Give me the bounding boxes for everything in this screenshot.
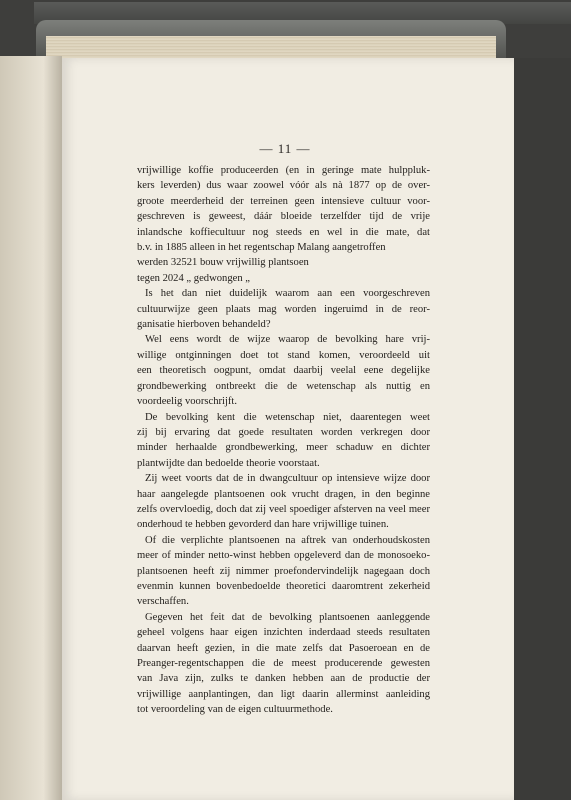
- left-page-edge: [0, 56, 62, 800]
- text-line: vrijwillige koffie produceerden (en in geringe mate hulppluk-: [137, 165, 430, 176]
- text-line: vrijwillige aanplantingen, dan ligt daarin allerminst aanleiding: [137, 688, 430, 700]
- text-line: Of die verplichte plantsoenen na aftrek van onderhoudskosten: [145, 534, 430, 546]
- text-line: tegen 2024 „ gedwongen „: [137, 272, 250, 284]
- text-line: geschreven is geweest, dáár bloeide terzelfder tijd de vrije: [137, 211, 430, 223]
- text-line: inlandsche koffiecultuur nog steeds en wel in die mate, dat: [137, 226, 430, 238]
- page-body-text: [137, 163, 430, 718]
- text-line: cultuurwijze geen plaats mag worden ingeruimd in de reor-: [137, 303, 430, 315]
- text-line: b.v. in 1885 alleen in het regentschap Malang aangetroffen: [137, 242, 386, 254]
- text-line: Is het dan niet duidelijk waarom aan een voorgeschreven: [145, 288, 430, 300]
- text-line: een theoretisch oogpunt, omdat daarbij veelal eene degelijke: [137, 365, 430, 377]
- text-line: ganisatie hierboven behandeld?: [137, 319, 271, 331]
- text-line: Preanger-regentschappen die de meest producerende gewesten: [137, 658, 430, 669]
- text-line: plantsoenen heeft zij nimmer proefondervindelijk nagegaan doch: [137, 565, 430, 577]
- text-line: evenmin kunnen bovenbedoelde theoretici daaromtrent zekerheid: [137, 580, 430, 592]
- text-line: plantwijdte dan bedoelde theorie voorstaat.: [137, 457, 320, 469]
- text-line: werden 32521 bouw vrijwillig plantsoen: [137, 257, 309, 269]
- text-line: haar aangelegde plantsoenen ook vrucht dragen, in den beginne: [137, 488, 430, 500]
- text-line: Gegeven het feit dat de bevolking plantsoenen aanleggende: [145, 611, 430, 623]
- text-line: willige ontginningen doet tot stand komen, veroordeeld uit: [137, 349, 430, 361]
- scan-border-right: [514, 58, 571, 800]
- text-line: zij bij ervaring dat goede resultaten worden verkregen door: [137, 426, 430, 438]
- text-line: Zij weet voorts dat de in dwangcultuur op intensieve wijze door: [145, 473, 430, 485]
- text-line: minder herhaalde grondbewerking, meer schaduw en dichter: [137, 442, 430, 454]
- text-line: kers leverden) dus waar zoowel vóór als nà 1877 op de over-: [137, 180, 430, 192]
- text-line: groote meerderheid der terreinen geen intensieve cultuur voor-: [137, 195, 430, 207]
- text-line: zelfs overvloedig, doch dat zij veel spoediger afsterven na veel meer: [137, 503, 430, 515]
- text-line: grondbewerking ontbreekt die de wetenschap als nuttig en: [137, 380, 430, 392]
- text-line: verschaffen.: [137, 596, 189, 608]
- text-line: Wel eens wordt de wijze waarop de bevolking hare vrij-: [145, 334, 430, 346]
- text-line: onderhoud te hebben gevorderd dan hare vrijwillige tuinen.: [137, 519, 389, 531]
- text-line: De bevolking kent die wetenschap niet, daarentegen weet: [145, 411, 430, 423]
- page-number: — 11 —: [259, 141, 311, 156]
- text-line: daarvan heeft gezien, in die mate zelfs dat Pasoeroean en de: [137, 642, 430, 654]
- text-line: voordeelig voorschrijft.: [137, 396, 238, 408]
- text-line: van Java zijn, zulks te danken hebben aan de productie der: [137, 673, 430, 685]
- text-line: tot veroordeling van de eigen cultuurmethode.: [137, 704, 333, 716]
- text-line: meer of minder netto-winst hebben opgeleverd dan de monosoeko-: [137, 550, 430, 562]
- text-line: geheel volgens haar eigen inzichten inderdaad steeds resultaten: [137, 627, 430, 639]
